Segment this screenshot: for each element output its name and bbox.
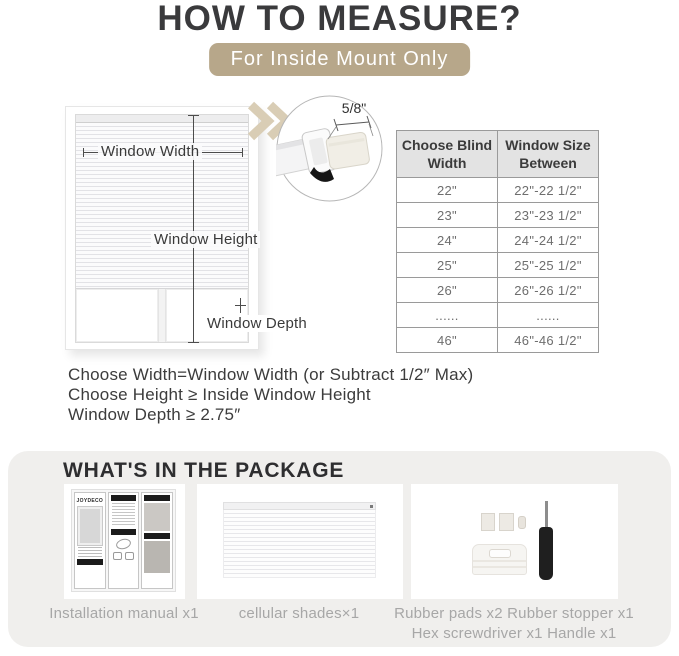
cell-window-size: 22"-22 1/2"	[498, 178, 599, 203]
window-depth-label: Window Depth	[204, 315, 310, 332]
shade-mini-pleats	[223, 510, 376, 578]
cell-blind-width: 26"	[397, 278, 498, 303]
package-card-manual	[64, 484, 185, 599]
caption-hardware-line2: Hex screwdriver x1 Handle x1	[411, 625, 617, 643]
manual-brand: JOYDECO	[76, 498, 104, 504]
depth-measure-line	[235, 305, 246, 306]
cell-window-size: 23"-23 1/2"	[498, 203, 599, 228]
col-header-window-size: Window Size Between	[498, 131, 599, 178]
instruction-line-depth: Window Depth ≥ 2.75″	[68, 405, 241, 424]
bracket-illustration	[326, 132, 371, 170]
cellular-shade-illustration	[223, 502, 376, 580]
caption-manual: Installation manual x1	[49, 605, 199, 622]
cell-blind-width: 46"	[397, 328, 498, 353]
rubber-stopper	[518, 516, 526, 529]
caption-hardware-line1: Rubber pads x2 Rubber stopper x1	[394, 605, 634, 622]
window-height-label: Window Height	[151, 231, 260, 248]
inside-mount-badge: For Inside Mount Only	[209, 43, 471, 76]
cell-window-size: 25"-25 1/2"	[498, 253, 599, 278]
cell-window-size: 46"-46 1/2"	[498, 328, 599, 353]
table-row	[397, 328, 599, 353]
manual-header-bar	[144, 495, 170, 501]
cell-blind-width: 22"	[397, 178, 498, 203]
caption-shades: cellular shades×1	[238, 605, 360, 622]
rubber-pad	[481, 513, 495, 531]
package-panel	[8, 451, 671, 647]
table-row	[397, 203, 599, 228]
shade-headrail	[76, 115, 248, 123]
shade-mini-bracket-dot	[370, 505, 373, 508]
manual-window-image	[78, 507, 102, 545]
manual-part-icons	[112, 552, 136, 560]
manual-page-2	[108, 492, 140, 589]
rubber-pad	[499, 513, 514, 531]
manual-part-icon	[125, 552, 134, 560]
manual-illustration	[71, 489, 176, 592]
bracket-detail-circle	[276, 95, 383, 202]
col-header-blind-width: Choose Blind Width	[397, 131, 498, 178]
manual-page-1	[74, 492, 106, 589]
manual-section-bar	[111, 529, 137, 535]
screwdriver-shaft	[545, 501, 548, 528]
manual-part-sketch	[115, 537, 132, 551]
manual-footer-bar	[77, 559, 103, 565]
manual-text-lines	[78, 547, 102, 557]
package-card-hardware	[411, 484, 618, 599]
manual-header-bar	[111, 495, 137, 501]
instruction-line-height: Choose Height ≥ Inside Window Height	[68, 385, 371, 404]
cell-blind-width: ......	[397, 303, 498, 328]
shade-handle	[472, 544, 527, 575]
cell-blind-width: 23"	[397, 203, 498, 228]
window-pane-left	[76, 289, 158, 342]
cell-blind-width: 25"	[397, 253, 498, 278]
cell-window-size: ......	[498, 303, 599, 328]
cell-window-size: 24"-24 1/2"	[498, 228, 599, 253]
screwdriver-handle	[539, 527, 553, 580]
table-row	[397, 253, 599, 278]
manual-page-3	[141, 492, 173, 589]
manual-photo	[144, 541, 170, 573]
shade-handle-stripes	[473, 560, 526, 572]
size-table	[396, 130, 599, 353]
manual-section-bar	[144, 533, 170, 539]
table-row	[397, 278, 599, 303]
table-header-row	[397, 131, 599, 178]
instruction-line-width: Choose Width=Window Width (or Subtract 1/2″ Max)	[68, 365, 474, 384]
manual-part-icon	[113, 552, 122, 560]
cell-blind-width: 24"	[397, 228, 498, 253]
page-title: HOW TO MEASURE?	[157, 0, 522, 38]
package-heading: WHAT'S IN THE PACKAGE	[63, 459, 345, 482]
manual-text-lines	[112, 503, 136, 527]
table-row	[397, 303, 599, 328]
window-mullion	[158, 289, 166, 342]
manual-photo	[144, 503, 170, 531]
window-width-label: Window Width	[98, 143, 202, 160]
measuring-instructions	[68, 365, 473, 425]
bracket-dimension-label: 5/8"	[341, 100, 367, 116]
table-row	[397, 228, 599, 253]
cell-window-size: 26"-26 1/2"	[498, 278, 599, 303]
caption-hardware	[389, 604, 639, 645]
shade-mini-headrail	[223, 502, 376, 510]
package-card-shades	[197, 484, 403, 599]
table-row	[397, 178, 599, 203]
shade-handle-slot	[489, 549, 511, 558]
